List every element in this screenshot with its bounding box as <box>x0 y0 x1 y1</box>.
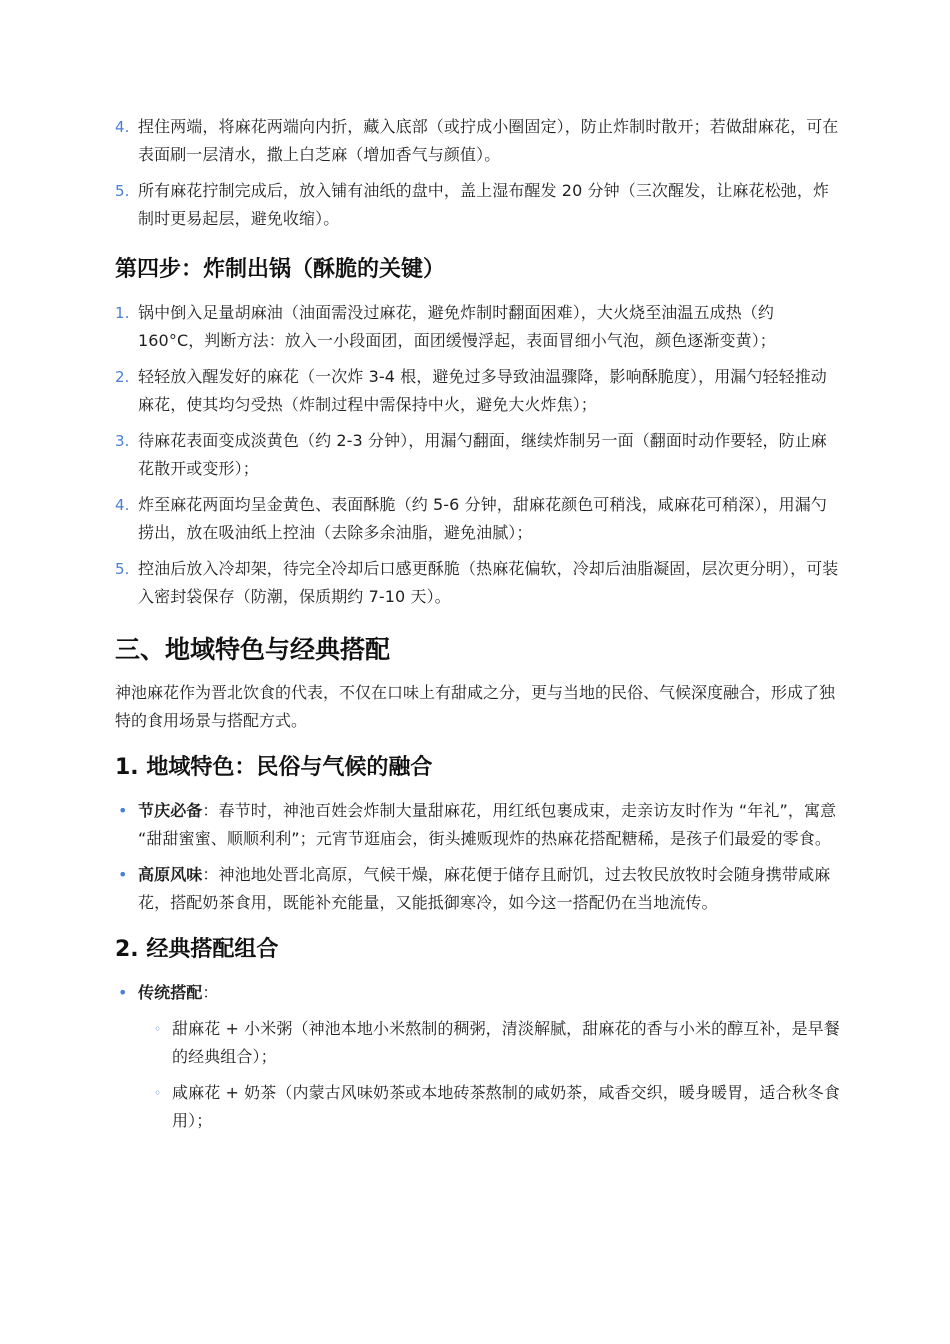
list-item <box>115 555 840 611</box>
document-content <box>115 113 840 1143</box>
list-item-text: ： <box>202 983 219 1002</box>
term-label: 节庆必备 <box>138 801 203 820</box>
list-item-text: 捏住两端，将麻花两端向内折，藏入底部（或拧成小圈固定），防止炸制时散开；若做甜麻花，可在表面刷一层清水，撒上白芝麻（增加香气与颜值）。 <box>138 117 839 164</box>
list-number: 2. <box>115 368 130 386</box>
circle-bullet-icon: ◦ <box>154 1022 162 1036</box>
list-item-text: 控油后放入冷却架，待完全冷却后口感更酥脆（热麻花偏软，冷却后油脂凝固，层次更分明），可装入密封袋保存（防潮，保质期约 7-10 天）。 <box>138 559 839 606</box>
bullet-icon: • <box>118 983 128 1002</box>
sub2-heading: 2. 经典搭配组合 <box>115 937 279 962</box>
list-item <box>115 979 840 1135</box>
term-label: 传统搭配 <box>138 983 203 1002</box>
step4-heading: 第四步：炸制出锅（酥脆的关键） <box>115 257 446 282</box>
circle-bullet-icon: ◦ <box>154 1086 162 1100</box>
list-item-text: 炸至麻花两面均呈金黄色、表面酥脆（约 5-6 分钟，甜麻花颜色可稍浅，咸麻花可稍深），用漏勺捞出，放在吸油纸上控油（去除多余油脂，避免油腻）； <box>138 495 827 542</box>
list-item <box>115 797 840 853</box>
sub1-list <box>115 797 840 917</box>
list-item-text: 锅中倒入足量胡麻油（油面需没过麻花，避免炸制时翻面困难），大火烧至油温五成热（约 160°C，判断方法：放入一小段面团，面团缓慢浮起，表面冒细小气泡，颜色逐渐变黄）； <box>138 303 776 350</box>
section3-intro: 神池麻花作为晋北饮食的代表，不仅在口味上有甜咸之分，更与当地的民俗、气候深度融合，形成了独特的食用场景与搭配方式。 <box>115 683 836 730</box>
step4-list <box>115 299 840 611</box>
nested-list-item <box>150 1015 840 1071</box>
list-item <box>115 427 840 483</box>
list-item-text: 咸麻花 + 奶茶（内蒙古风味奶茶或本地砖茶熬制的咸奶茶，咸香交织，暖身暖胃，适合秋冬食用）； <box>172 1083 840 1130</box>
bullet-icon: • <box>118 865 128 884</box>
list-number: 5. <box>115 182 130 200</box>
list-item-text: 所有麻花拧制完成后，放入铺有油纸的盘中，盖上湿布醒发 20 分钟（三次醒发，让麻花松弛，炸制时更易起层，避免收缩）。 <box>138 181 830 228</box>
nested-list-item <box>150 1079 840 1135</box>
section3-heading: 三、地域特色与经典搭配 <box>115 635 391 664</box>
list-item <box>115 299 840 355</box>
list-number: 4. <box>115 118 130 136</box>
list-item <box>115 113 840 169</box>
list-number: 4. <box>115 496 130 514</box>
step3-list <box>115 113 840 233</box>
sub2-list <box>115 979 840 1135</box>
sub1-heading: 1. 地域特色：民俗与气候的融合 <box>115 755 433 780</box>
list-number: 5. <box>115 560 130 578</box>
list-item <box>115 861 840 917</box>
list-item-text: 轻轻放入醒发好的麻花（一次炸 3-4 根，避免过多导致油温骤降，影响酥脆度），用漏勺轻轻推动麻花，使其均匀受热（炸制过程中需保持中火，避免大火炸焦）； <box>138 367 827 414</box>
list-item <box>115 177 840 233</box>
list-item-text: 待麻花表面变成淡黄色（约 2-3 分钟），用漏勺翻面，继续炸制另一面（翻面时动作要轻，防止麻花散开或变形）； <box>138 431 827 478</box>
sub2-nested-list <box>138 1015 840 1135</box>
bullet-icon: • <box>118 801 128 820</box>
list-number: 3. <box>115 432 130 450</box>
list-item-text: ：神池地处晋北高原，气候干燥，麻花便于储存且耐饥，过去牧民放牧时会随身携带咸麻花，搭配奶茶食用，既能补充能量，又能抵御寒冷，如今这一搭配仍在当地流传。 <box>138 865 831 912</box>
term-label: 高原风味 <box>138 865 203 884</box>
list-item-text: 甜麻花 + 小米粥（神池本地小米熬制的稠粥，清淡解腻，甜麻花的香与小米的醇互补，是早餐的经典组合）； <box>172 1019 840 1066</box>
list-item-text: ：春节时，神池百姓会炸制大量甜麻花，用红纸包裹成束，走亲访友时作为 “年礼”，寓意 “甜甜蜜蜜、顺顺利利”；元宵节逛庙会，街头摊贩现炸的热麻花搭配糖稀，是孩子们最爱的零食。 <box>138 801 837 848</box>
list-item <box>115 491 840 547</box>
list-item <box>115 363 840 419</box>
list-number: 1. <box>115 304 130 322</box>
